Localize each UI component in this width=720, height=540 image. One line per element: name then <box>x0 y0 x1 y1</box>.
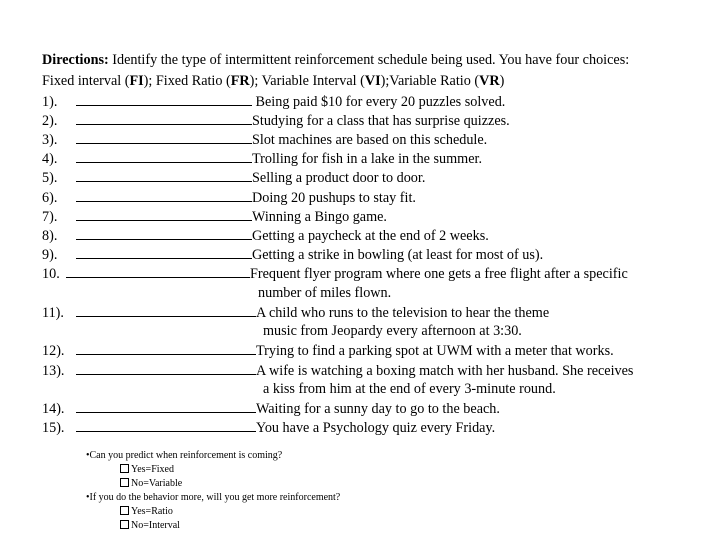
item-text: Trying to find a parking spot at UWM with a meter that works. <box>256 343 614 359</box>
item-text: Trolling for fish in a lake in the summer. <box>252 151 482 167</box>
answer-blank[interactable] <box>76 418 256 432</box>
directions-text: Identify the type of intermittent reinforcement schedule being used. You have four choices: <box>108 52 630 68</box>
choice-close: ) <box>499 73 505 89</box>
item-number: 12). <box>42 343 65 359</box>
choice-fi: FI <box>129 73 144 89</box>
item-text: Frequent flyer program where one gets a free flight after a specific <box>250 266 628 282</box>
choice-fr: FR <box>230 73 250 89</box>
item-number: 9). <box>42 247 58 263</box>
hint-option-yes-ratio <box>120 505 173 518</box>
item-text: Slot machines are based on this schedule. <box>252 132 488 148</box>
answer-blank[interactable] <box>76 149 252 163</box>
item-text: Getting a paycheck at the end of 2 weeks. <box>252 228 489 244</box>
answer-blank[interactable] <box>76 361 256 375</box>
list-item <box>42 245 543 265</box>
item-text: Doing 20 pushups to stay fit. <box>252 190 416 206</box>
hint-question-predict: •Can you predict when reinforcement is coming? <box>86 450 283 461</box>
item-text: Selling a product door to door. <box>252 170 426 186</box>
answer-blank[interactable] <box>76 245 252 259</box>
hint-option-label: No=Variable <box>131 478 183 489</box>
item-number: 2). <box>42 113 58 129</box>
choice-variable-interval-label: ); Variable Interval ( <box>249 73 365 89</box>
checkbox-icon[interactable] <box>120 520 129 529</box>
hint-question-more: •If you do the behavior more, will you get more reinforcement? <box>86 492 341 503</box>
item-text: Getting a strike in bowling (at least for most of us). <box>252 247 544 263</box>
list-item <box>42 111 510 131</box>
answer-blank[interactable] <box>76 130 252 144</box>
item-text-continued: music from Jeopardy every afternoon at 3:30. <box>263 323 522 339</box>
directions-label: Directions: <box>42 52 109 68</box>
item-text: A wife is watching a boxing match with her husband. She receives <box>256 363 634 379</box>
item-text: Studying for a class that has surprise quizzes. <box>252 113 510 129</box>
list-item <box>42 399 500 419</box>
list-item <box>42 130 487 150</box>
list-item <box>42 168 425 188</box>
hint-option-label: No=Interval <box>131 520 180 531</box>
item-number: 5). <box>42 170 58 186</box>
item-number: 6). <box>42 190 58 206</box>
item-number: 1). <box>42 94 58 110</box>
item-number: 4). <box>42 151 58 167</box>
answer-blank[interactable] <box>76 111 252 125</box>
item-text: A child who runs to the television to hear the theme <box>256 305 550 321</box>
checkbox-icon[interactable] <box>120 506 129 515</box>
choice-fixed-ratio-label: ); Fixed Ratio ( <box>143 73 231 89</box>
item-number: 8). <box>42 228 58 244</box>
item-number: 7). <box>42 209 58 225</box>
list-item <box>42 149 482 169</box>
answer-blank[interactable] <box>76 226 252 240</box>
item-text: Winning a Bingo game. <box>252 209 387 225</box>
hint-option-label: Yes=Ratio <box>131 506 173 517</box>
item-text: You have a Psychology quiz every Friday. <box>256 420 496 436</box>
choice-fixed-interval-label: Fixed interval ( <box>42 73 130 89</box>
item-text-continued: a kiss from him at the end of every 3-minute round. <box>263 381 556 397</box>
answer-blank[interactable] <box>76 303 256 317</box>
list-item <box>42 188 416 208</box>
item-text: Waiting for a sunny day to go to the beach. <box>256 401 500 417</box>
answer-blank[interactable] <box>66 264 250 278</box>
list-item <box>42 341 614 361</box>
choices-line <box>42 72 504 91</box>
answer-blank[interactable] <box>76 207 252 221</box>
directions-line <box>42 51 629 70</box>
list-item <box>42 418 495 438</box>
choice-vi: VI <box>364 73 381 89</box>
item-number: 10. <box>42 266 60 282</box>
list-item <box>42 361 633 381</box>
checkbox-icon[interactable] <box>120 478 129 487</box>
list-item <box>42 207 387 227</box>
list-item <box>42 264 628 284</box>
list-item <box>42 92 505 112</box>
item-text: Being paid $10 for every 20 puzzles solved. <box>255 94 506 110</box>
answer-blank[interactable] <box>76 168 252 182</box>
list-item <box>42 226 489 246</box>
answer-blank[interactable] <box>76 399 256 413</box>
item-number: 3). <box>42 132 58 148</box>
hint-option-no-interval <box>120 519 180 532</box>
item-number: 14). <box>42 401 65 417</box>
hint-option-label: Yes=Fixed <box>131 464 174 475</box>
answer-blank[interactable] <box>76 92 252 106</box>
answer-blank[interactable] <box>76 341 256 355</box>
item-number: 11). <box>42 305 64 321</box>
checkbox-icon[interactable] <box>120 464 129 473</box>
choice-vr: VR <box>479 73 500 89</box>
item-number: 15). <box>42 420 65 436</box>
hint-option-yes-fixed <box>120 463 174 476</box>
item-number: 13). <box>42 363 65 379</box>
answer-blank[interactable] <box>76 188 252 202</box>
item-text-continued: number of miles flown. <box>258 285 392 301</box>
hint-option-no-variable <box>120 477 182 490</box>
list-item <box>42 303 549 323</box>
choice-variable-ratio-label: );Variable Ratio ( <box>380 73 480 89</box>
